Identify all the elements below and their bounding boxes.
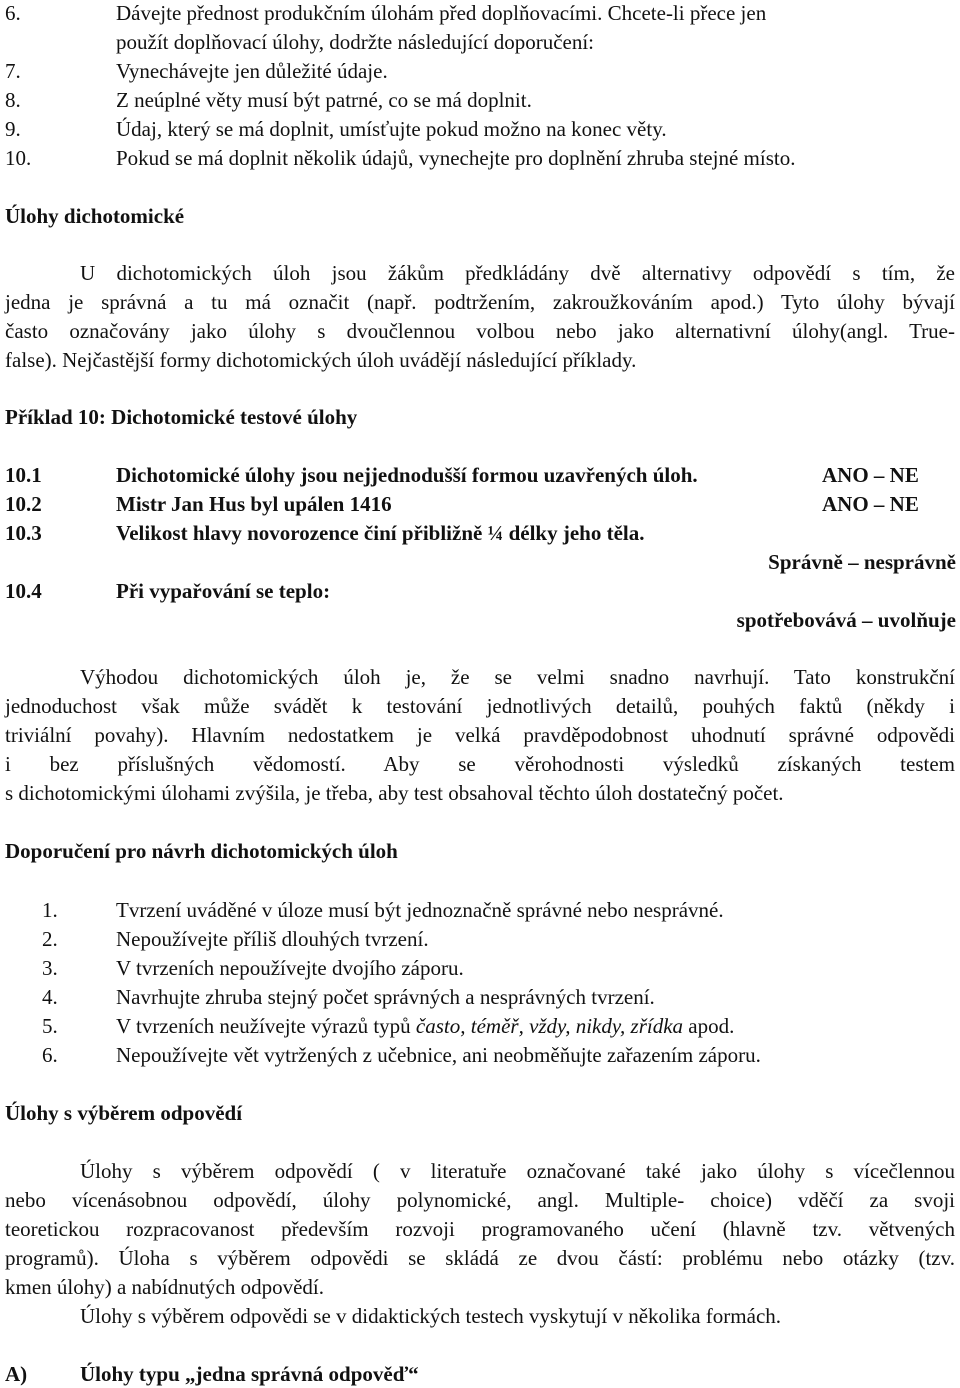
- example-question: Mistr Jan Hus byl upálen 1416: [116, 492, 392, 516]
- list-number: 8.: [5, 88, 21, 112]
- example-number: 10.1: [5, 463, 42, 487]
- example-answer: Správně – nesprávně: [768, 550, 956, 574]
- list-item-text-italic: často, téměř, vždy, nikdy, zřídka: [415, 1014, 684, 1038]
- list-number: 7.: [5, 59, 21, 83]
- example-answer: spotřebovává – uvolňuje: [736, 608, 956, 632]
- paragraph-line: nebo vícenásobnou odpovědí, úlohy polynomické, angl. Multiple- choice) vděčí za svoji: [5, 1188, 955, 1212]
- section-heading: Úlohy s výběrem odpovědí: [5, 1101, 243, 1125]
- list-item-text: použít doplňovací úlohy, dodržte následující doporučení:: [116, 30, 595, 54]
- list-item-text: Tvrzení uváděné v úloze musí být jednoznačně správné nebo nesprávné.: [116, 898, 724, 922]
- list-number: 3.: [42, 956, 58, 980]
- paragraph-line: teoretickou rozpracovanost především rozvoji programovaného učení (hlavně tzv. větvených: [5, 1217, 955, 1241]
- list-item-text: Nepoužívejte vět vytržených z učebnice, ani neobměňujte zařazením záporu.: [116, 1043, 761, 1067]
- section-heading: Doporučení pro návrh dichotomických úloh: [5, 839, 398, 863]
- paragraph-line: často označovány jako úlohy s dvoučlennou volbou nebo jako alternativní úlohy(angl. True-: [5, 319, 955, 343]
- paragraph-line: triviální povahy). Hlavním nedostatkem je velká pravděpodobnost uhodnutí správné odpovědi: [5, 723, 955, 747]
- paragraph-line: jednoduchost však může svádět k testování jednotlivých detailů, pouhých faktů (někdy i: [5, 694, 955, 718]
- list-number: 4.: [42, 985, 58, 1009]
- example-number: 10.4: [5, 579, 42, 603]
- paragraph-line: i bez příslušných vědomostí. Aby se věrohodnosti výsledků získaných testem: [5, 752, 955, 776]
- list-number: 6.: [5, 1, 21, 25]
- paragraph-line: s dichotomickými úlohami zvýšila, je třeba, aby test obsahoval těchto úloh dostatečný počet.: [5, 781, 784, 805]
- list-item-text: V tvrzeních nepoužívejte dvojího záporu.: [116, 956, 464, 980]
- list-number: 9.: [5, 117, 21, 141]
- list-item-text-plain: apod.: [683, 1014, 735, 1038]
- example-question: Velikost hlavy novorozence činí přibližně ¼ délky jeho těla.: [116, 521, 645, 545]
- paragraph-line: Úlohy s výběrem odpovědí ( v literatuře označované také jako úlohy s vícečlennou: [80, 1159, 955, 1183]
- list-number: 5.: [42, 1014, 58, 1038]
- example-question: Dichotomické úlohy jsou nejjednodušší formou uzavřených úloh.: [116, 463, 698, 487]
- subsection-label: A): [5, 1362, 28, 1386]
- paragraph-line: jedna je správná a tu má označit (např. podtržením, zakroužkováním apod.) Tyto úlohy bývají: [5, 290, 955, 314]
- example-answer: ANO – NE: [822, 492, 919, 516]
- list-item-text-plain: V tvrzeních neužívejte výrazů typů: [116, 1014, 416, 1038]
- paragraph-line: programů). Úloha s výběrem odpovědi se skládá ze dvou částí: problému nebo otázky (tzv.: [5, 1246, 955, 1270]
- section-heading: Úlohy dichotomické: [5, 204, 185, 228]
- list-item-text: Údaj, který se má doplnit, umísťujte pokud možno na konec věty.: [116, 117, 667, 141]
- list-number: 6.: [42, 1043, 58, 1067]
- list-number: 1.: [42, 898, 58, 922]
- paragraph-line: Výhodou dichotomických úloh je, že se velmi snadno navrhují. Tato konstrukční: [80, 665, 955, 689]
- example-question: Při vypařování se teplo:: [116, 579, 331, 603]
- list-number: 10.: [5, 146, 32, 170]
- paragraph-line: false). Nejčastější formy dichotomických úloh uvádějí následující příklady.: [5, 348, 637, 372]
- list-number: 2.: [42, 927, 58, 951]
- list-item-text: [116, 1013, 734, 1039]
- list-item-text: Vynechávejte jen důležité údaje.: [116, 59, 388, 83]
- list-item-text: Z neúplné věty musí být patrné, co se má doplnit.: [116, 88, 532, 112]
- list-item-text: Nepoužívejte příliš dlouhých tvrzení.: [116, 927, 429, 951]
- paragraph-line: U dichotomických úloh jsou žákům předkládány dvě alternativy odpovědí s tím, že: [80, 261, 955, 285]
- paragraph-line: kmen úlohy) a nabídnutých odpovědí.: [5, 1275, 325, 1299]
- example-number: 10.3: [5, 521, 42, 545]
- example-answer: ANO – NE: [822, 463, 919, 487]
- subsection-title: Úlohy typu „jedna správná odpověď“: [80, 1362, 419, 1386]
- list-item-text: Dávejte přednost produkčním úlohám před doplňovacími. Chcete-li přece jen: [116, 1, 767, 25]
- example-heading: Příklad 10: Dichotomické testové úlohy: [5, 405, 358, 429]
- paragraph-line: Úlohy s výběrem odpovědi se v didaktických testech vyskytují v několika formách.: [80, 1304, 782, 1328]
- list-item-text: Navrhujte zhruba stejný počet správných a nesprávných tvrzení.: [116, 985, 655, 1009]
- example-number: 10.2: [5, 492, 42, 516]
- list-item-text: Pokud se má doplnit několik údajů, vynechejte pro doplnění zhruba stejné místo.: [116, 146, 796, 170]
